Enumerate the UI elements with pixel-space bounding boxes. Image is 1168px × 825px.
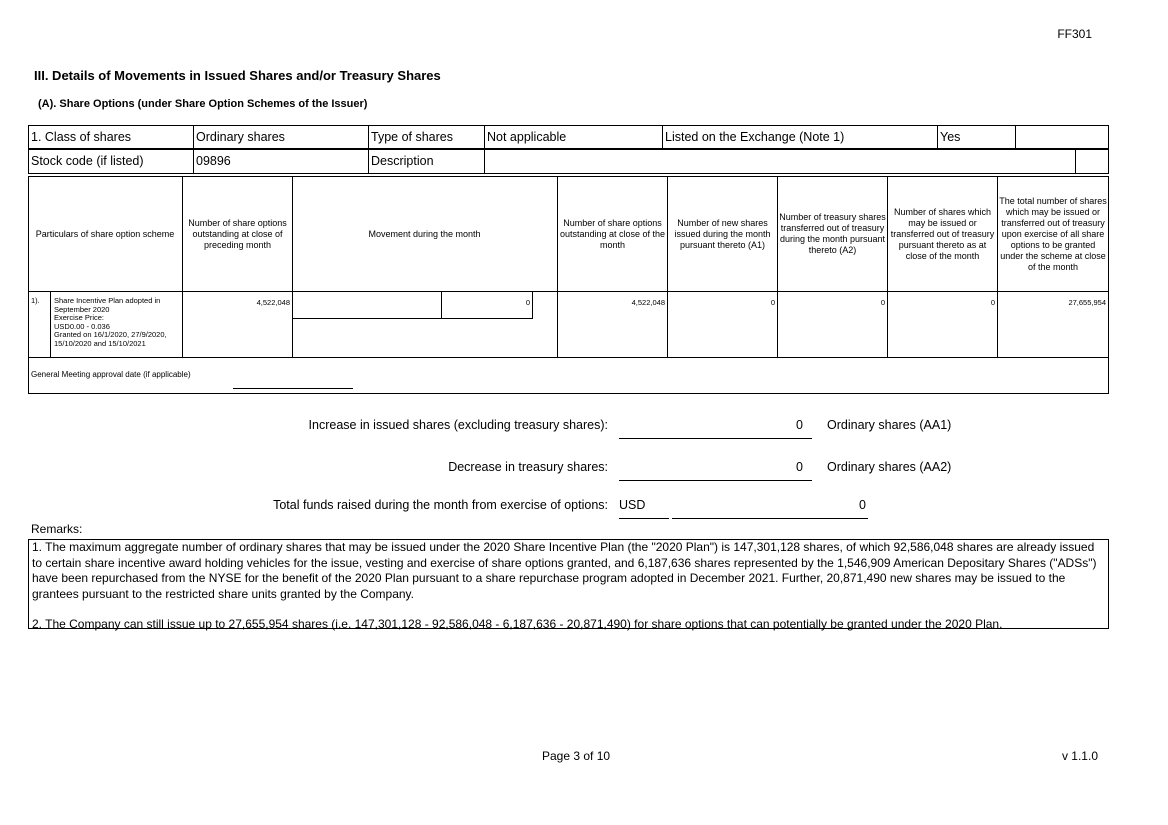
increase-label: Increase in issued shares (excluding treasury shares):	[308, 418, 608, 432]
treasury-transferred-value: 0	[880, 298, 885, 307]
funds-label: Total funds raised during the month from exercise of options:	[273, 498, 608, 512]
class-value: Ordinary shares	[196, 130, 285, 144]
decrease-label: Decrease in treasury shares:	[448, 460, 608, 474]
may-be-issued-value: 0	[990, 298, 995, 307]
new-shares-value: 0	[770, 298, 775, 307]
description-label: Description	[371, 154, 434, 168]
listed-value: Yes	[940, 130, 961, 144]
page-number: Page 3 of 10	[542, 749, 611, 763]
header-total-issuable: The total number of shares which may be issued or transferred out of treasury upon exercise of all share options to be granted under the scheme at close of the month	[999, 195, 1107, 272]
header-treasury-transferred: Number of treasury shares transferred out of treasury during the month pursuant thereto (A2)	[779, 212, 886, 255]
funds-currency: USD	[619, 498, 646, 512]
increase-value: 0	[796, 418, 803, 432]
remarks-box	[28, 539, 1109, 629]
listed-label: Listed on the Exchange (Note 1)	[665, 130, 845, 144]
remark-1: 1. The maximum aggregate number of ordinary shares that may be issued under the 2020 Share Incentive Plan (the "2020 Plan") is 147,301,128 shares, of which 92,586,048 shares are already issued to certain share incentive award holding vehicles for the issue, vesting and exercise of share options granted, and 6,187,636 shares represented by the 1,546,909 American Depositary Shares ("ADSs") have been repurchased from the NYSE for the benefit of the 2020 Plan pursuant to a share repurchase program adopted in December 2021. Further, 20,871,490 new shares may be issued to the grantees pursuant to the restricted share units granted by the Company.	[32, 540, 1097, 601]
outstanding-prev-value: 4,522,048	[256, 298, 290, 307]
decrease-value: 0	[796, 460, 803, 474]
remarks-label: Remarks:	[31, 522, 83, 536]
header-new-shares: Number of new shares issued during the month pursuant thereto (A1)	[674, 217, 771, 250]
stock-code-label: Stock code (if listed)	[31, 154, 144, 168]
subsection-title: (A). Share Options (under Share Option Schemes of the Issuer)	[38, 98, 368, 110]
movement-value: 0	[525, 298, 530, 307]
stock-code-value: 09896	[196, 154, 231, 168]
decrease-unit: Ordinary shares (AA2)	[827, 460, 952, 474]
header-outstanding-prev: Number of share options outstanding at close of preceding month	[188, 217, 287, 250]
type-value: Not applicable	[487, 130, 567, 144]
total-issuable-value: 27,655,954	[1068, 298, 1106, 307]
version: v 1.1.0	[1061, 749, 1098, 763]
funds-value: 0	[859, 498, 866, 512]
class-label: 1. Class of shares	[31, 130, 132, 144]
header-particulars: Particulars of share option scheme	[35, 228, 175, 239]
stock-row	[28, 149, 1109, 174]
scheme-particulars: Share Incentive Plan adopted in September 2020 Exercise Price: USD0.00 - 0.036 Granted on 16/1/2020, 27/9/2020, 15/10/2020 and 15/10/2021	[54, 296, 167, 348]
remark-2: 2. The Company can still issue up to 27,655,954 shares (i.e. 147,301,128 - 92,586,048 - 6,187,636 - 20,871,490) for share options that can potentially be granted under the 2020 Plan.	[32, 617, 1003, 631]
scheme-index: 1).	[31, 296, 40, 305]
increase-unit: Ordinary shares (AA1)	[827, 418, 952, 432]
outstanding-close-value: 4,522,048	[631, 298, 665, 307]
gm-approval-label: General Meeting approval date (if applicable)	[31, 370, 191, 379]
type-label: Type of shares	[371, 130, 453, 144]
gm-approval-date-field[interactable]	[233, 388, 353, 389]
header-may-be-issued: Number of shares which may be issued or transferred out of treasury pursuant thereto as at close of the month	[890, 206, 995, 261]
form-code: FF301	[1057, 27, 1092, 41]
section-title: III. Details of Movements in Issued Shares and/or Treasury Shares	[34, 68, 441, 83]
header-movement: Movement during the month	[368, 228, 481, 239]
header-outstanding-close: Number of share options outstanding at close of the month	[559, 217, 666, 250]
